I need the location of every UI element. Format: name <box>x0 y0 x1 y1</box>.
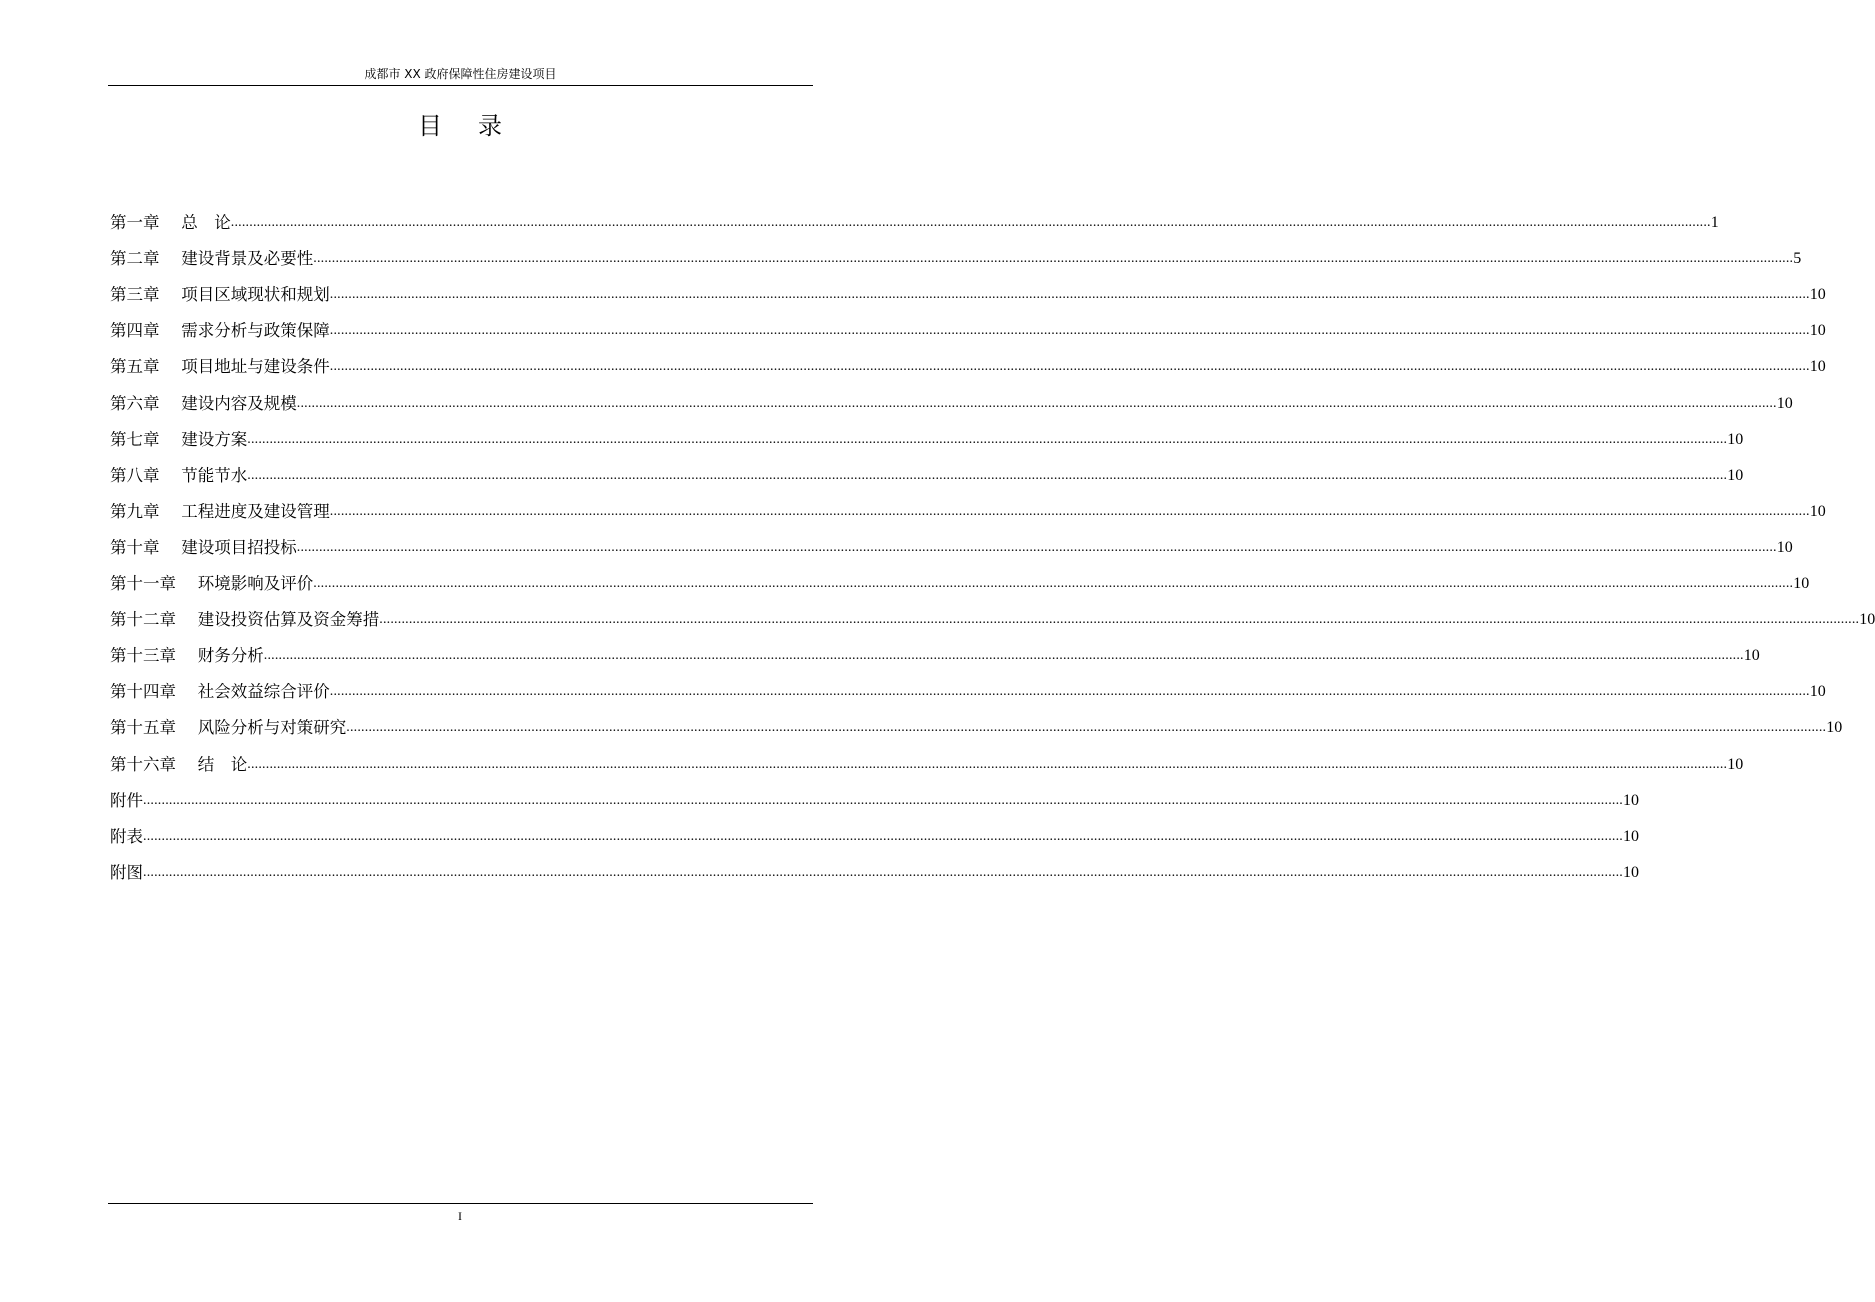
toc-entry-chapter-14[interactable] <box>110 669 1826 705</box>
toc-entry-chapter-2[interactable] <box>110 236 1802 272</box>
toc-page-number: 10 <box>1623 863 1639 881</box>
toc-page-number: 10 <box>1776 538 1793 556</box>
toc-dot-leader: ................................................................................................................................................................................................................................................................................................................................................................................................................ <box>143 828 1623 844</box>
toc-dot-leader: ................................................................................................................................................................................................................................................................................................................................................................................................................ <box>329 503 1810 519</box>
toc-dot-leader: ................................................................................................................................................................................................................................................................................................................................................................................................................ <box>263 648 1744 664</box>
toc-entry-label: 附表 <box>110 826 143 846</box>
toc-entry-appendix-figures[interactable] <box>110 850 1639 886</box>
table-of-contents <box>110 200 1875 886</box>
toc-entry-label: 第十一章 环境影响及评价 <box>110 574 314 594</box>
toc-entry-label: 第十章 建设项目招投标 <box>110 537 297 557</box>
toc-dot-leader: ................................................................................................................................................................................................................................................................................................................................................................................................................ <box>379 612 1860 628</box>
toc-page-number: 10 <box>1623 791 1639 809</box>
toc-entry-label: 第十六章 结 论 <box>110 754 248 774</box>
toc-entry-attachments[interactable] <box>110 778 1639 814</box>
toc-page-number: 5 <box>1793 250 1802 268</box>
toc-page-number: 10 <box>1727 430 1744 448</box>
toc-page-number: 10 <box>1826 719 1843 737</box>
toc-dot-leader: ................................................................................................................................................................................................................................................................................................................................................................................................................ <box>329 287 1810 303</box>
toc-page-number: 10 <box>1776 394 1793 412</box>
toc-page-number: 10 <box>1809 286 1826 304</box>
toc-entry-chapter-3[interactable] <box>110 272 1826 308</box>
toc-entry-chapter-5[interactable] <box>110 344 1826 380</box>
toc-entry-label: 第二章 建设背景及必要性 <box>110 249 314 269</box>
toc-page-number: 1 <box>1710 214 1719 232</box>
toc-entry-chapter-8[interactable] <box>110 453 1744 489</box>
toc-entry-label: 附件 <box>110 790 143 810</box>
page-number: I <box>458 1209 462 1223</box>
toc-dot-leader: ................................................................................................................................................................................................................................................................................................................................................................................................................ <box>346 720 1827 736</box>
toc-entry-label: 第四章 需求分析与政策保障 <box>110 321 330 341</box>
toc-dot-leader: ................................................................................................................................................................................................................................................................................................................................................................................................................ <box>296 395 1777 411</box>
toc-entry-label: 第一章 总 论 <box>110 213 231 233</box>
toc-dot-leader: ................................................................................................................................................................................................................................................................................................................................................................................................................ <box>230 215 1711 231</box>
toc-entry-label: 第十三章 财务分析 <box>110 646 264 666</box>
toc-entry-label: 第十五章 风险分析与对策研究 <box>110 718 347 738</box>
toc-entry-label: 第七章 建设方案 <box>110 429 248 449</box>
toc-page-number: 10 <box>1859 611 1875 629</box>
toc-dot-leader: ................................................................................................................................................................................................................................................................................................................................................................................................................ <box>329 323 1810 339</box>
toc-entry-chapter-13[interactable] <box>110 633 1760 669</box>
toc-entry-chapter-12[interactable] <box>110 597 1875 633</box>
toc-entry-label: 第三章 项目区域现状和规划 <box>110 285 330 305</box>
toc-entry-label: 第六章 建设内容及规模 <box>110 393 297 413</box>
toc-entry-chapter-6[interactable] <box>110 380 1793 416</box>
toc-entry-chapter-10[interactable] <box>110 525 1793 561</box>
toc-dot-leader: ................................................................................................................................................................................................................................................................................................................................................................................................................ <box>296 539 1777 555</box>
page-title: 目录 <box>418 112 538 140</box>
toc-entry-chapter-4[interactable] <box>110 308 1826 344</box>
toc-entry-chapter-16[interactable] <box>110 741 1744 777</box>
toc-entry-label: 第九章 工程进度及建设管理 <box>110 501 330 521</box>
toc-entry-chapter-7[interactable] <box>110 417 1744 453</box>
toc-entry-label: 第八章 节能节水 <box>110 465 248 485</box>
toc-entry-label: 第五章 项目地址与建设条件 <box>110 357 330 377</box>
toc-entry-label: 第十四章 社会效益综合评价 <box>110 682 330 702</box>
toc-page-number: 10 <box>1727 755 1744 773</box>
toc-page-number: 10 <box>1727 466 1744 484</box>
toc-dot-leader: ................................................................................................................................................................................................................................................................................................................................................................................................................ <box>329 684 1810 700</box>
toc-entry-label: 附图 <box>110 862 143 882</box>
toc-dot-leader: ................................................................................................................................................................................................................................................................................................................................................................................................................ <box>329 359 1810 375</box>
toc-dot-leader: ................................................................................................................................................................................................................................................................................................................................................................................................................ <box>143 792 1623 808</box>
toc-entry-label: 第十二章 建设投资估算及资金筹措 <box>110 610 380 630</box>
toc-page-number: 10 <box>1809 502 1826 520</box>
toc-dot-leader: ................................................................................................................................................................................................................................................................................................................................................................................................................ <box>313 251 1794 267</box>
toc-entry-chapter-9[interactable] <box>110 489 1826 525</box>
toc-dot-leader: ................................................................................................................................................................................................................................................................................................................................................................................................................ <box>313 576 1794 592</box>
toc-dot-leader: ................................................................................................................................................................................................................................................................................................................................................................................................................ <box>143 864 1623 880</box>
toc-page-number: 10 <box>1623 827 1639 845</box>
toc-dot-leader: ................................................................................................................................................................................................................................................................................................................................................................................................................ <box>247 467 1728 483</box>
toc-page-number: 10 <box>1809 358 1826 376</box>
toc-page-number: 10 <box>1809 683 1826 701</box>
toc-page-number: 10 <box>1809 322 1826 340</box>
toc-entry-chapter-1[interactable] <box>110 200 1719 236</box>
toc-entry-appendix-tables[interactable] <box>110 814 1639 850</box>
toc-entry-chapter-11[interactable] <box>110 561 1810 597</box>
toc-page-number: 10 <box>1793 575 1810 593</box>
footer-divider <box>108 1203 813 1204</box>
toc-dot-leader: ................................................................................................................................................................................................................................................................................................................................................................................................................ <box>247 431 1728 447</box>
toc-page-number: 10 <box>1743 647 1760 665</box>
toc-entry-chapter-15[interactable] <box>110 705 1843 741</box>
page-header: 成都市 XX 政府保障性住房建设项目 <box>108 64 813 86</box>
toc-dot-leader: ................................................................................................................................................................................................................................................................................................................................................................................................................ <box>247 756 1728 772</box>
